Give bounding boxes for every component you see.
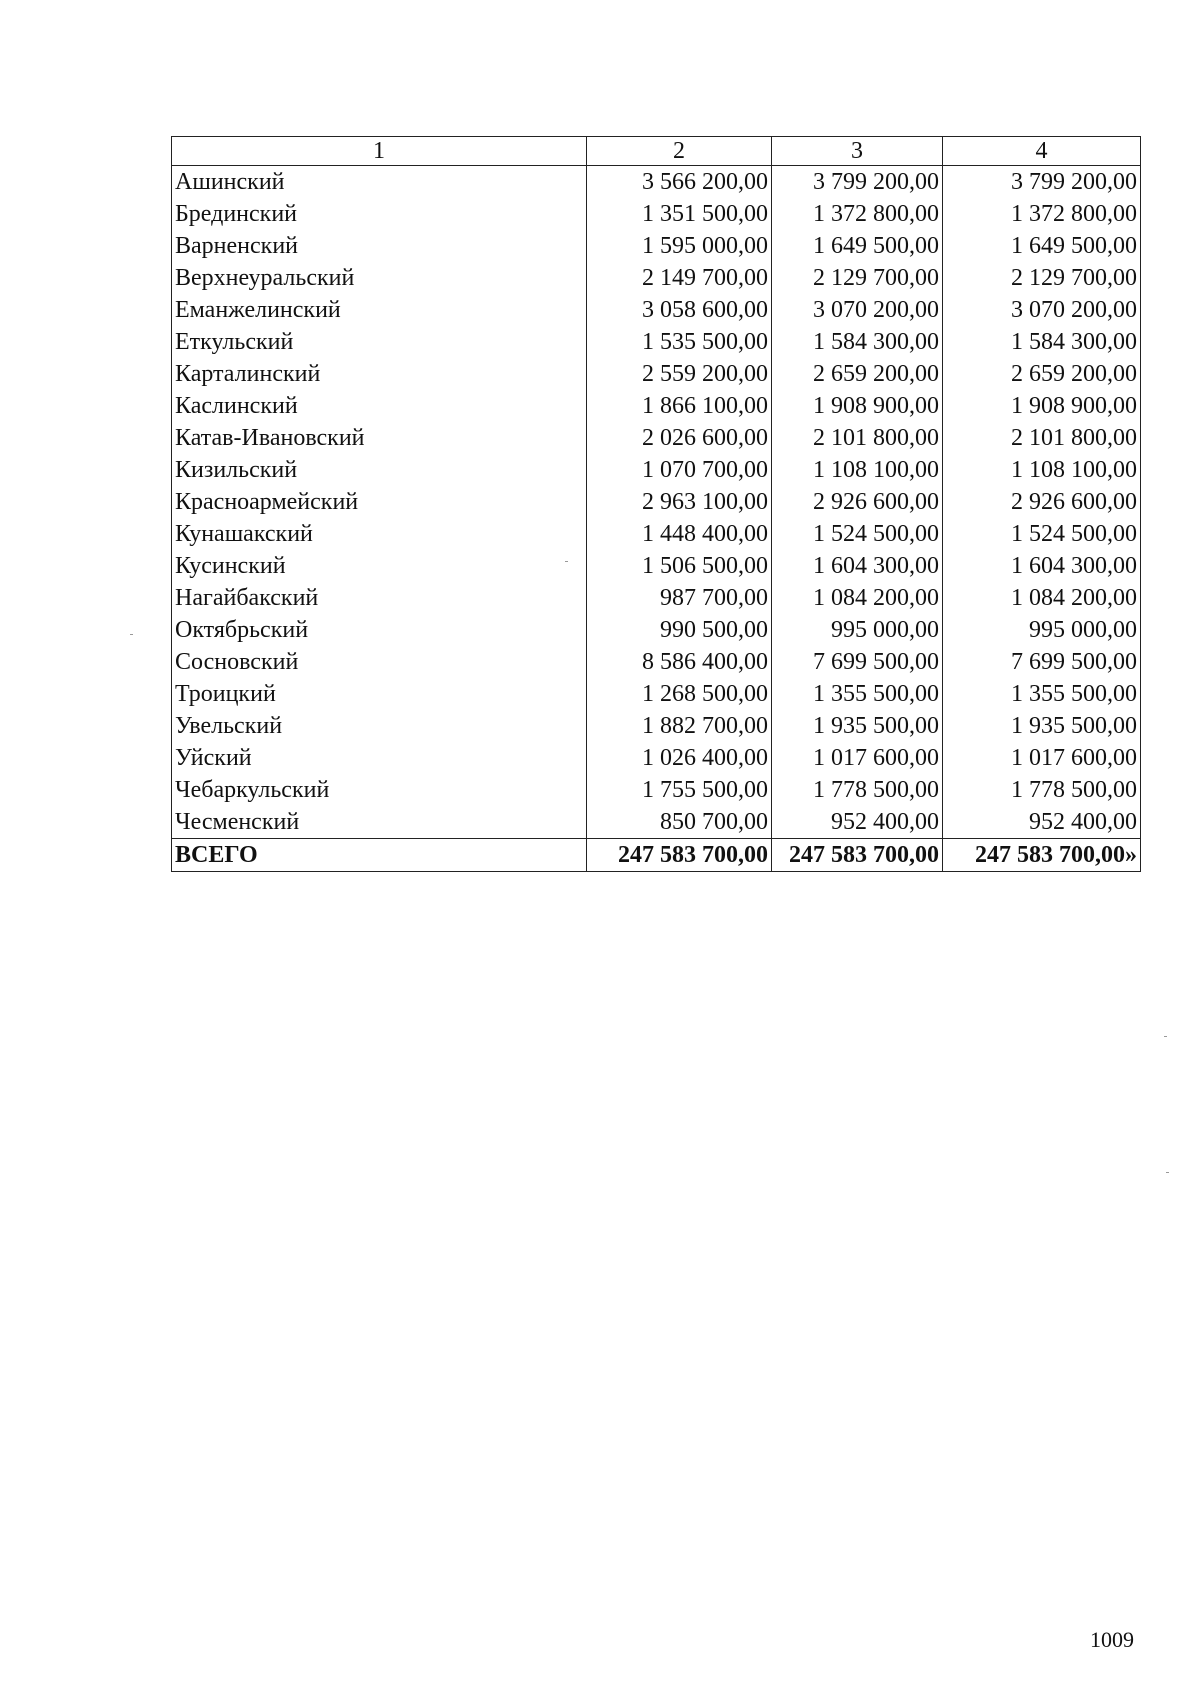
table-row [172, 262, 1141, 294]
total-label: ВСЕГО [172, 839, 587, 872]
amount-cell-col3: 2 129 700,00 [772, 262, 943, 294]
district-name-cell: Кусинский [172, 550, 587, 582]
amount-cell-col4: 1 108 100,00 [943, 454, 1141, 486]
table-row [172, 166, 1141, 199]
district-name-cell: Брединский [172, 198, 587, 230]
amount-cell-col3: 7 699 500,00 [772, 646, 943, 678]
scan-speck [1166, 1172, 1169, 1173]
amount-cell-col3: 1 017 600,00 [772, 742, 943, 774]
amount-cell-col4: 3 799 200,00 [943, 166, 1141, 199]
table-row [172, 614, 1141, 646]
district-name-cell: Красноармейский [172, 486, 587, 518]
district-name-cell: Карталинский [172, 358, 587, 390]
amount-cell-col3: 2 659 200,00 [772, 358, 943, 390]
amount-cell-col4: 1 649 500,00 [943, 230, 1141, 262]
table-row [172, 710, 1141, 742]
table-row [172, 422, 1141, 454]
amount-cell-col4: 1 355 500,00 [943, 678, 1141, 710]
header-row [172, 137, 1141, 166]
amount-cell-col4: 7 699 500,00 [943, 646, 1141, 678]
data-table [171, 136, 1141, 872]
scan-speck [130, 634, 133, 635]
amount-cell-col4: 1 584 300,00 [943, 326, 1141, 358]
total-col4: 247 583 700,00» [943, 839, 1141, 872]
total-col3: 247 583 700,00 [772, 839, 943, 872]
district-name-cell: Каслинский [172, 390, 587, 422]
header-cell-col3: 3 [772, 137, 943, 166]
amount-cell-col2: 1 448 400,00 [587, 518, 772, 550]
table-row [172, 742, 1141, 774]
amount-cell-col2: 1 506 500,00 [587, 550, 772, 582]
amount-cell-col2: 990 500,00 [587, 614, 772, 646]
district-name-cell: Нагайбакский [172, 582, 587, 614]
amount-cell-col4: 2 129 700,00 [943, 262, 1141, 294]
district-name-cell: Катав-Ивановский [172, 422, 587, 454]
amount-cell-col3: 1 604 300,00 [772, 550, 943, 582]
amount-cell-col4: 1 908 900,00 [943, 390, 1141, 422]
district-name-cell: Октябрьский [172, 614, 587, 646]
amount-cell-col3: 1 108 100,00 [772, 454, 943, 486]
amount-cell-col3: 2 926 600,00 [772, 486, 943, 518]
header-cell-col1: 1 [172, 137, 587, 166]
amount-cell-col3: 2 101 800,00 [772, 422, 943, 454]
amount-cell-col2: 1 535 500,00 [587, 326, 772, 358]
table-row [172, 454, 1141, 486]
amount-cell-col2: 2 559 200,00 [587, 358, 772, 390]
table-row [172, 774, 1141, 806]
amount-cell-col2: 1 070 700,00 [587, 454, 772, 486]
table-body [172, 166, 1141, 839]
table-row [172, 358, 1141, 390]
table-row [172, 294, 1141, 326]
table-row [172, 390, 1141, 422]
amount-cell-col3: 1 778 500,00 [772, 774, 943, 806]
amount-cell-col2: 8 586 400,00 [587, 646, 772, 678]
amount-cell-col2: 850 700,00 [587, 806, 772, 839]
amount-cell-col4: 1 372 800,00 [943, 198, 1141, 230]
header-cell-col4: 4 [943, 137, 1141, 166]
district-name-cell: Чесменский [172, 806, 587, 839]
district-name-cell: Еманжелинский [172, 294, 587, 326]
amount-cell-col4: 952 400,00 [943, 806, 1141, 839]
amount-cell-col4: 1 935 500,00 [943, 710, 1141, 742]
amount-cell-col2: 3 058 600,00 [587, 294, 772, 326]
amount-cell-col4: 1 084 200,00 [943, 582, 1141, 614]
amount-cell-col2: 1 026 400,00 [587, 742, 772, 774]
amount-cell-col4: 1 524 500,00 [943, 518, 1141, 550]
amount-cell-col2: 1 882 700,00 [587, 710, 772, 742]
district-name-cell: Ашинский [172, 166, 587, 199]
district-name-cell: Сосновский [172, 646, 587, 678]
amount-cell-col3: 1 649 500,00 [772, 230, 943, 262]
page-number: 1009 [1090, 1627, 1134, 1652]
table-row [172, 486, 1141, 518]
amount-cell-col2: 987 700,00 [587, 582, 772, 614]
amount-cell-col3: 1 524 500,00 [772, 518, 943, 550]
district-name-cell: Троицкий [172, 678, 587, 710]
district-name-cell: Кунашакский [172, 518, 587, 550]
amount-cell-col2: 2 963 100,00 [587, 486, 772, 518]
amount-cell-col3: 1 584 300,00 [772, 326, 943, 358]
header-cell-col2: 2 [587, 137, 772, 166]
table-row [172, 582, 1141, 614]
district-name-cell: Чебаркульский [172, 774, 587, 806]
amount-cell-col3: 952 400,00 [772, 806, 943, 839]
district-name-cell: Кизильский [172, 454, 587, 486]
table-footer [172, 839, 1141, 872]
amount-cell-col2: 1 755 500,00 [587, 774, 772, 806]
amount-cell-col3: 1 355 500,00 [772, 678, 943, 710]
amount-cell-col3: 3 070 200,00 [772, 294, 943, 326]
district-name-cell: Уйский [172, 742, 587, 774]
amount-cell-col3: 995 000,00 [772, 614, 943, 646]
amount-cell-col2: 1 351 500,00 [587, 198, 772, 230]
table-row [172, 678, 1141, 710]
district-name-cell: Увельский [172, 710, 587, 742]
amount-cell-col2: 1 268 500,00 [587, 678, 772, 710]
amount-cell-col3: 3 799 200,00 [772, 166, 943, 199]
amount-cell-col4: 1 017 600,00 [943, 742, 1141, 774]
amount-cell-col3: 1 084 200,00 [772, 582, 943, 614]
total-row [172, 839, 1141, 872]
amount-cell-col4: 1 604 300,00 [943, 550, 1141, 582]
table-row [172, 518, 1141, 550]
amount-cell-col3: 1 935 500,00 [772, 710, 943, 742]
scan-speck [1164, 1036, 1167, 1037]
scan-speck [565, 561, 568, 562]
table-row [172, 550, 1141, 582]
amount-cell-col2: 2 149 700,00 [587, 262, 772, 294]
amount-cell-col2: 1 866 100,00 [587, 390, 772, 422]
district-name-cell: Верхнеуральский [172, 262, 587, 294]
table-row [172, 198, 1141, 230]
table-row [172, 806, 1141, 839]
table-row [172, 326, 1141, 358]
amount-cell-col3: 1 908 900,00 [772, 390, 943, 422]
amount-cell-col4: 2 926 600,00 [943, 486, 1141, 518]
amount-cell-col4: 2 659 200,00 [943, 358, 1141, 390]
amount-cell-col2: 3 566 200,00 [587, 166, 772, 199]
amount-cell-col3: 1 372 800,00 [772, 198, 943, 230]
table-row [172, 646, 1141, 678]
district-name-cell: Варненский [172, 230, 587, 262]
amount-cell-col2: 1 595 000,00 [587, 230, 772, 262]
table-row [172, 230, 1141, 262]
district-name-cell: Еткульский [172, 326, 587, 358]
amount-cell-col4: 995 000,00 [943, 614, 1141, 646]
amount-cell-col4: 3 070 200,00 [943, 294, 1141, 326]
total-col2: 247 583 700,00 [587, 839, 772, 872]
table-header [172, 137, 1141, 166]
amount-cell-col2: 2 026 600,00 [587, 422, 772, 454]
amount-cell-col4: 1 778 500,00 [943, 774, 1141, 806]
amount-cell-col4: 2 101 800,00 [943, 422, 1141, 454]
